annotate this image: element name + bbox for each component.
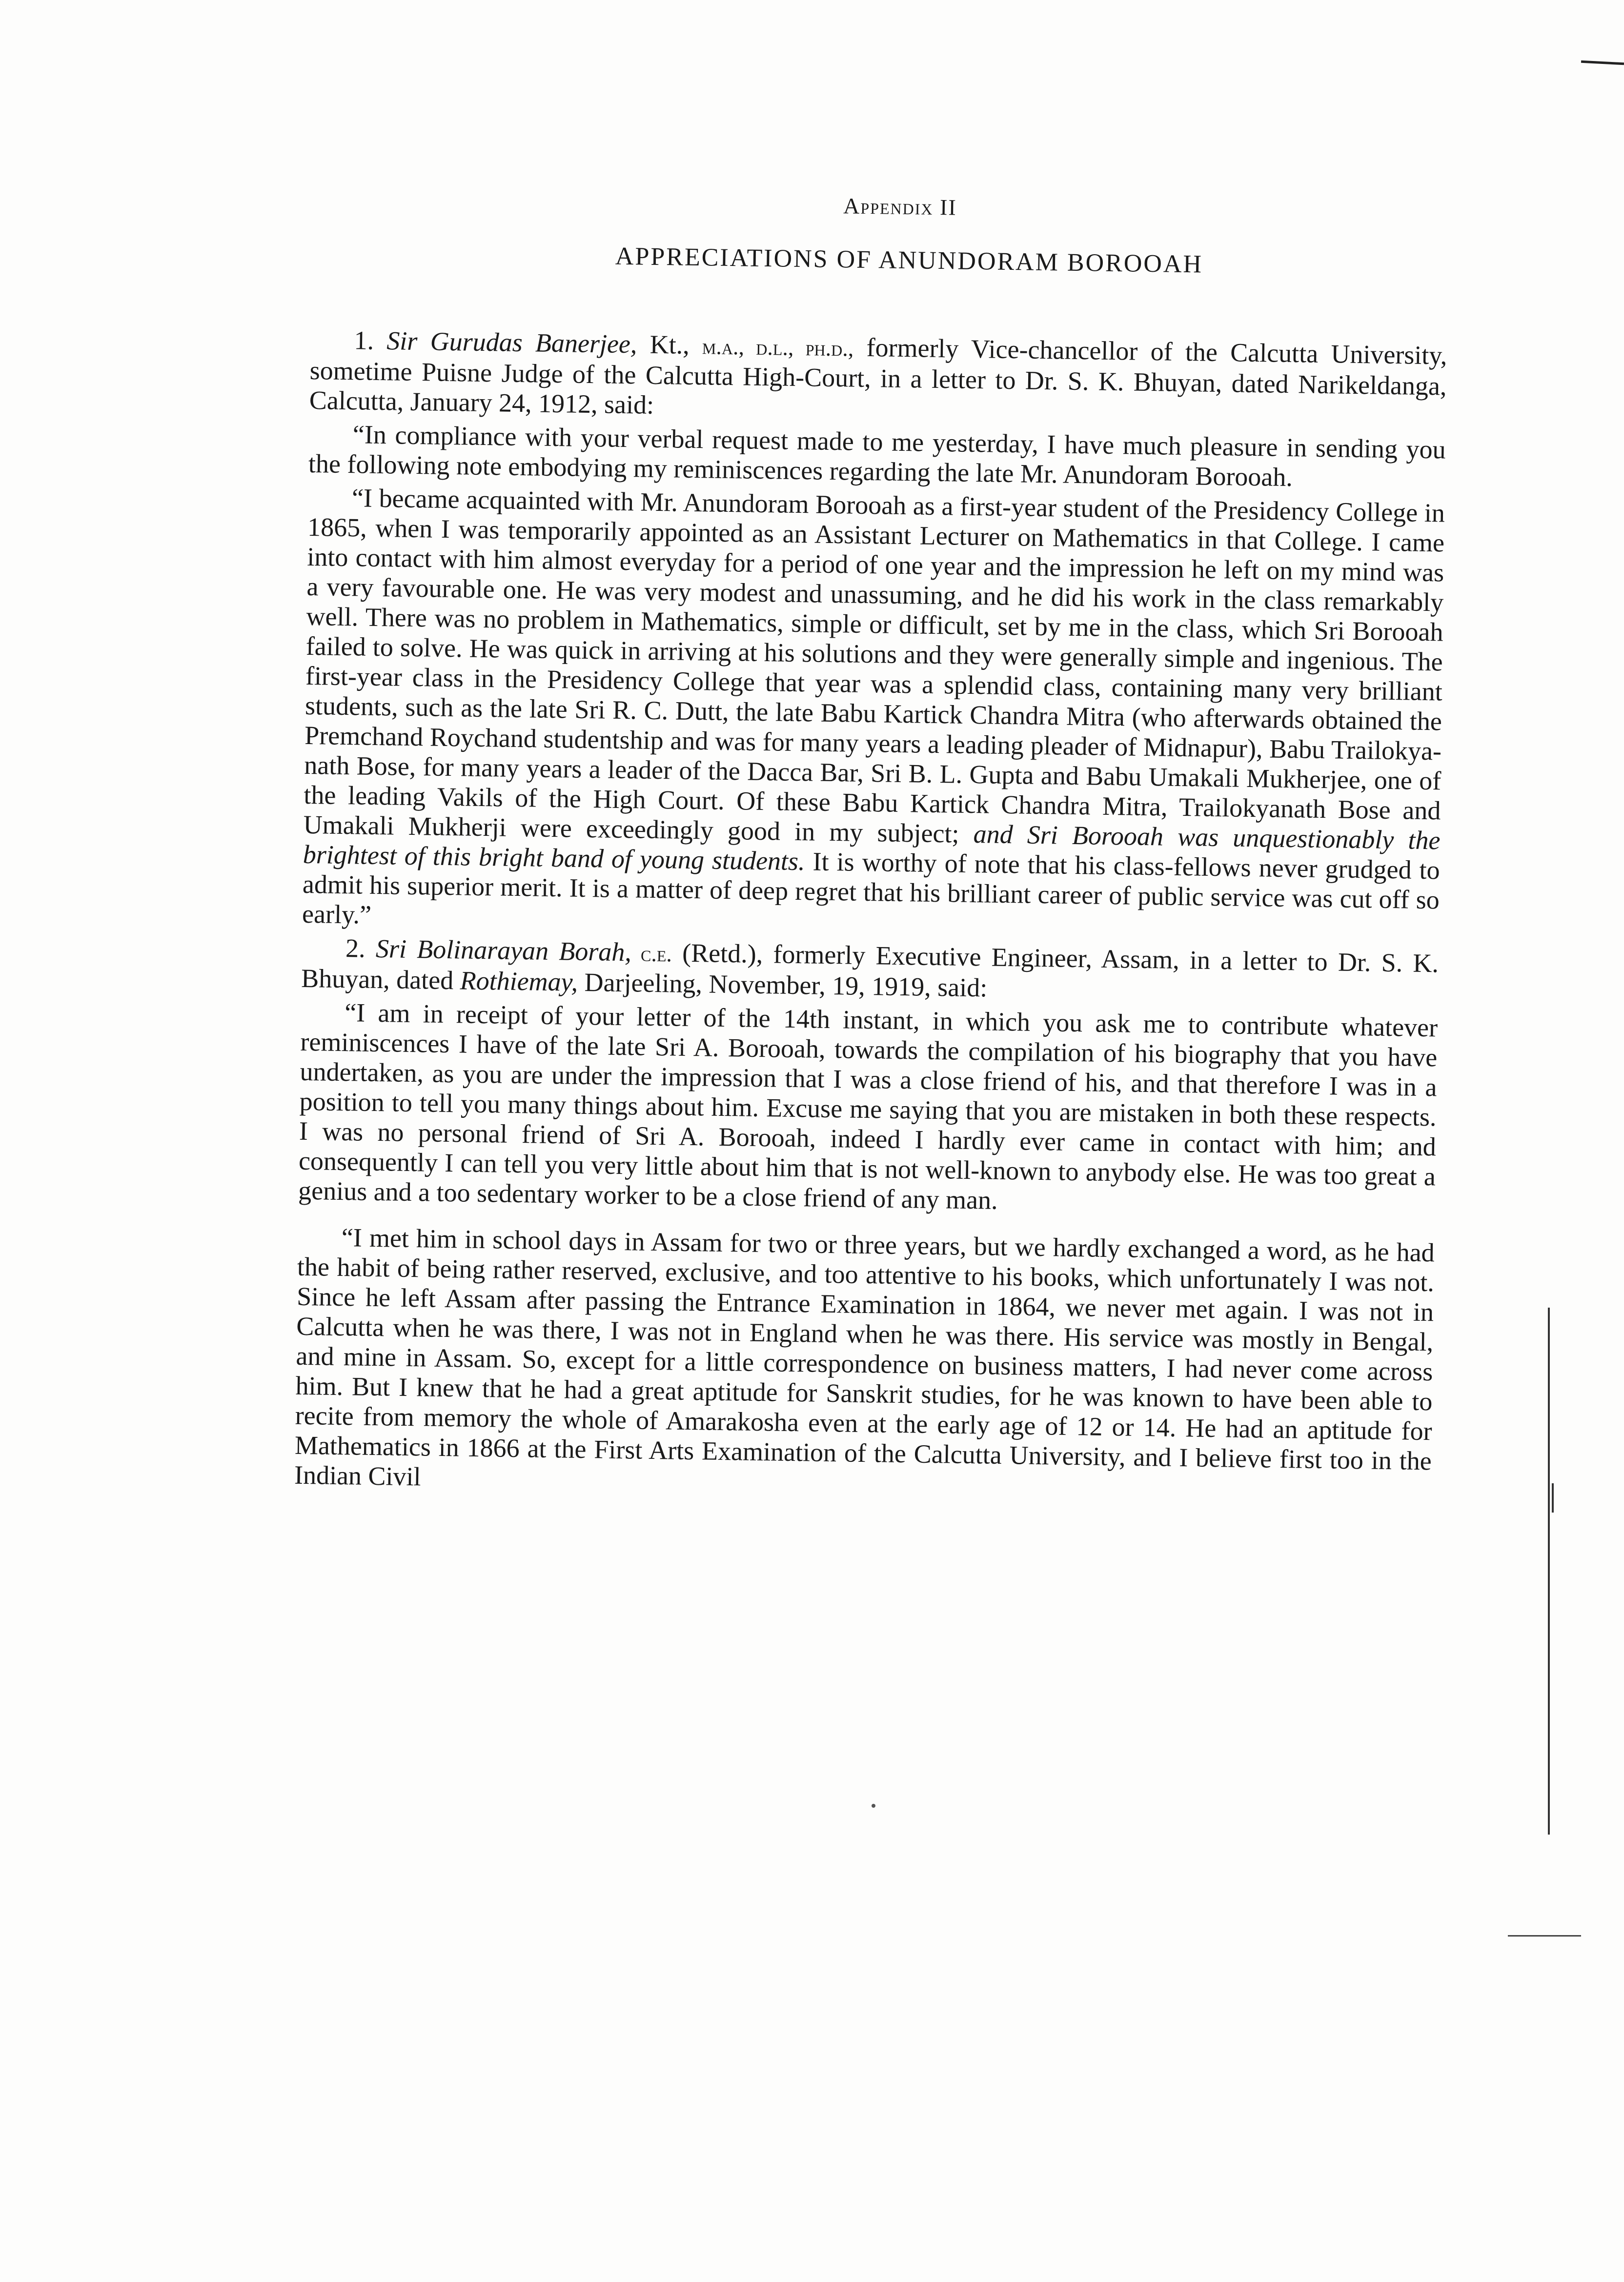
- scan-edge-line: [1548, 1308, 1550, 1835]
- entry-intro-text: formerly Vice-chancellor of the Calcutta University, sometime Puisne Judge of the Calcutta High-Court, in a letter to Dr. S. K. Bhuyan, dated Narikeldanga, Calcutta, January 24, 1912, said:: [309, 332, 1447, 420]
- entry-author-name: Sir Gurudas Banerjee,: [386, 326, 637, 359]
- author-degrees: m.a., d.l., ph.d.,: [702, 334, 854, 361]
- scan-dust-speck: [872, 1804, 875, 1808]
- quote-text: “I became acquainted with Mr. Anundoram Borooah as a first-year student of the Presidency College in 1865, when I was temporarily appointed as an Assistant Lecturer on Mathematics in that College. I came into contact with him almost everyday for a period of one year and the impression he left on my mind was a very favourable one. He was very modest and unassuming, and he did his work in the class remarkably well. There was no problem in Mathematics, simple or difficult, set by me in the class, which Sri Borooah failed to solve. He was quick in arriving at his solutions and they were generally simple and ingenious. The first-year class in the Presidency College that year was a splendid class, containing many very brilliant students, such as the late Sri R. C. Dutt, the late Babu Kartick Chandra Mitra (who afterwards obtained the Premchand Roychand studentship and was for many years a leading pleader of Midnapur), Babu Trailokyanath Bose, for many years a leader of the Dacca Bar, Sri B. L. Gupta and Babu Umakali Mukherjee, one of the leading Vakils of the High Court. Of these Babu Kartick Chandra Mitra, Trailokyanath Bose and Umakali Mukherji were exceedingly good in my subject;: [303, 483, 1445, 849]
- entry-1-intro: [309, 325, 1447, 431]
- scan-margin-mark: [1581, 61, 1624, 65]
- page-title: APPRECIATIONS OF ANUNDORAM BOROOAH: [615, 242, 1203, 279]
- scan-edge-line: [1552, 1483, 1554, 1513]
- quote-italic-text: and Sri Borooah was unquestionably the brightest of this bright band of young students.: [303, 819, 1441, 876]
- entry-1-quote-paragraph: “In compliance with your verbal request made to me yesterday, I have much pleasure in sending you the following note embodying my reminiscences regarding the late Mr. Anundoram Borooah.: [308, 420, 1446, 492]
- quote-text: It is worthy of note that his class-fellows never grudged to admit his superior merit. It is a matter of deep regret that his brilliant career of public service was cut off so early.”: [302, 847, 1441, 929]
- entry-2-intro: [301, 933, 1439, 1010]
- entry-1-quote-paragraph: [302, 483, 1445, 945]
- entry-intro-text: Darjeeling, November, 19, 1919, said:: [577, 967, 988, 1003]
- entry-2-quote-paragraph: “I met him in school days in Assam for two or three years, but we hardly exchanged a word, as he had the habit of being rather reserved, exclusive, and too attentive to his books, which unfortunately I was not. Since he left Assam after passing the Entrance Examination in 1864, we never met again. I was not in Calcutta when he was there, I was not in England when he was there. His service was mostly in Bengal, and mine in Assam. So, except for a little correspondence on business matters, I had never come across him. But I knew that he had a great aptitude for Sanskrit studies, for he was known to have been able to recite from memory the whole of Amarakosha even at the early age of 12 or 14. He had an aptitude for Mathematics in 1866 at the First Arts Examination of the Calcutta University, and I believe first too in the Indian Civil: [294, 1223, 1435, 1492]
- entry-intro-text: (Retd.), formerly Executive Engineer, Assam, in a letter to Dr. S. K. Bhuyan, dated: [301, 938, 1439, 995]
- appendix-label: Appendix II: [843, 193, 957, 220]
- entry-author-name: Sri Bolinarayan Borah,: [375, 933, 632, 967]
- entry-number: 1.: [354, 325, 387, 356]
- entry-number: 2.: [345, 933, 376, 963]
- entry-2-quote-paragraph: “I am in receipt of your letter of the 14th instant, in which you ask me to contribute whatever reminiscences I have of the late Sri A. Borooah, towards the compilation of his biography that you have undertaken, as you are under the impression that I was a close friend of his, and that therefore I was in a position to tell you many things about him. Excuse me saying that you are mistaken in both these respects. I was no personal friend of Sri A. Borooah, indeed I hardly ever came in contact with him; and consequently I can tell you very little about him that is not well-known to anybody else. He was too great a genius and a too sedentary worker to be a close friend of any man.: [298, 998, 1438, 1215]
- author-title: Kt.,: [636, 329, 703, 360]
- scan-edge-line: [1508, 1935, 1581, 1937]
- page-text: [294, 185, 1449, 1510]
- place-name: Rothiemay,: [460, 966, 578, 997]
- author-degrees: c.e.: [631, 941, 672, 967]
